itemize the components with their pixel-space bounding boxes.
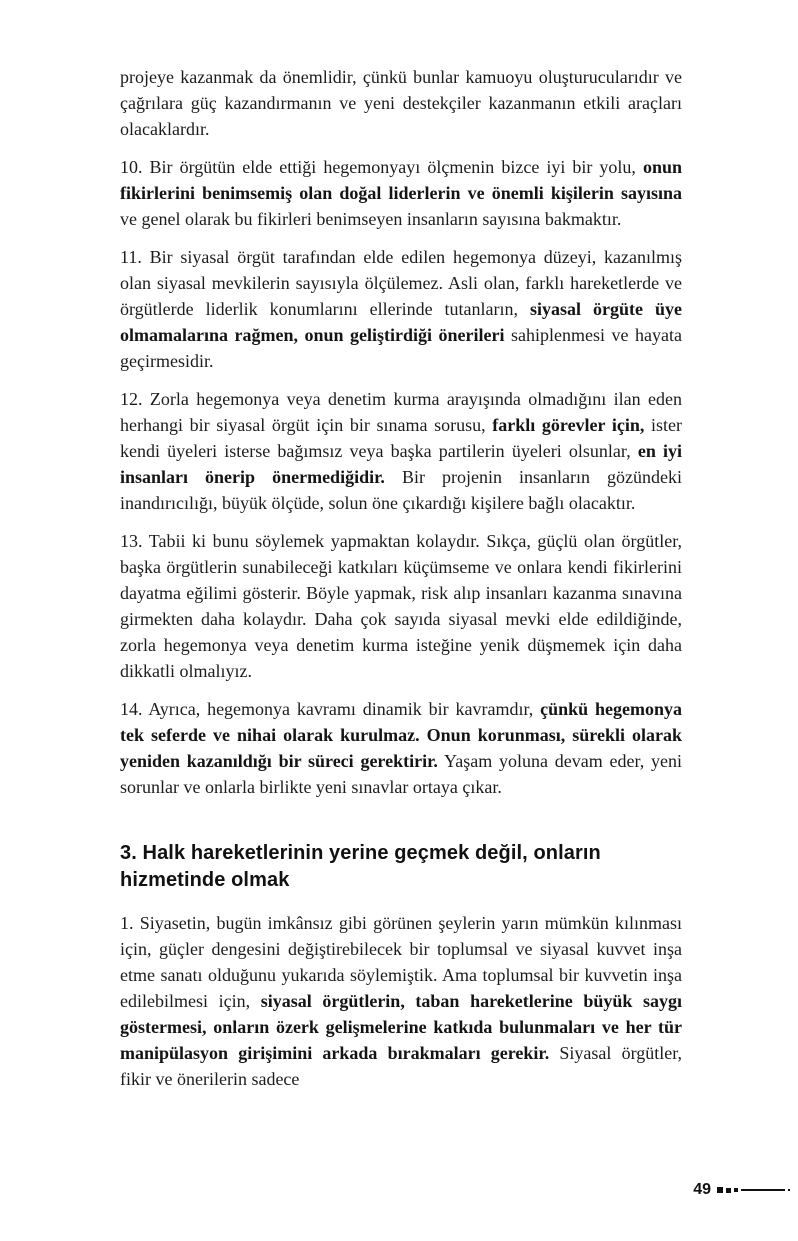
bold-text: onun fikirlerini benimsemiş olan doğal liderlerin ve önemli kişilerin sayısına [120, 157, 682, 203]
page-number: 49 [693, 1181, 711, 1198]
bold-text: çünkü hegemonya tek seferde ve nihai olarak kurulmaz. Onun korunması, sürekli olarak yeniden kazanıldığı bir süreci gerektirir. [120, 699, 682, 771]
bold-text: siyasal örgüte üye olmamalarına rağmen, onun geliştirdiği önerileri [120, 299, 682, 345]
paragraph [120, 696, 682, 800]
body-text: Siyasal örgütler, fikir ve önerilerin sadece [120, 1043, 683, 1089]
square-glyph [734, 1188, 738, 1192]
bold-text: 3. Halk hareketlerinin yerine geçmek değil, onların hizmetinde olmak [120, 842, 601, 891]
body-text: Yaşam yoluna devam eder, yeni sorunlar ve onlarla birlikte yeni sınavlar ortaya çıkar. [120, 751, 682, 797]
body-text: 10. Bir örgütün elde ettiği hegemonyayı ölçmenin bizce iyi bir yolu, [120, 157, 643, 177]
body-text: 14. Ayrıca, hegemonya kavramı dinamik bir kavramdır, [120, 699, 541, 719]
rule-line [741, 1189, 785, 1191]
paragraph [120, 910, 682, 1092]
bold-text: farklı görevler için, [492, 415, 645, 435]
body-text: 12. Zorla hegemonya veya denetim kurma arayışında olmadığını ilan eden herhangi bir siyasal örgüt için bir sınama sorusu, [120, 389, 682, 435]
page-footer [693, 1181, 790, 1199]
bold-text: siyasal örgütlerin, taban hareketlerine büyük saygı göstermesi, onların özerk gelişmelerine katkıda bulunmaları ve her tür manipülasyon girişimini arkada bırakmaları gerekir. [120, 991, 682, 1063]
paragraph [120, 154, 682, 232]
squares-and-rule-icon [717, 1187, 790, 1193]
dot-glyph [788, 1189, 790, 1191]
text-column [120, 64, 682, 1104]
square-glyph [717, 1187, 723, 1193]
bold-text: en iyi insanları önerip önermediğidir. [120, 441, 682, 487]
body-text: 13. Tabii ki bunu söylemek yapmaktan kolaydır. Sıkça, güçlü olan örgütler, başka örgütlerin sunabileceği katkıları küçümseme ve onlara kendi fikirlerini dayatma eğilimi gösterir. Böyle yapmak, risk alıp insanları kazanma sınavına girmekten daha kolaydır. Daha çok sayıda siyasal mevki elde edildiğinde, zorla hegemonya veya denetim kurma isteğine yenik düşmemek için daha dikkatli olmalıyız. [120, 531, 682, 681]
body-text: sahiplenmesi ve hayata geçirmesidir. [120, 325, 682, 371]
paragraph [120, 64, 682, 142]
square-glyph [726, 1188, 731, 1193]
paragraph [120, 528, 682, 684]
body-text: projeye kazanmak da önemlidir, çünkü bunlar kamuoyu oluşturucularıdır ve çağrılara güç kazandırmanın ve yeni destekçiler kazanmanın etkili araçları olacaklardır. [120, 67, 682, 139]
body-text: ister kendi üyeleri isterse bağımsız veya başka partilerin üyeleri olsunlar, [120, 415, 682, 461]
body-text: Bir projenin insanların gözündeki inandırıcılığı, büyük ölçüde, solun öne çıkardığı kişilere bağlı olacaktır. [120, 467, 682, 513]
section-heading [120, 840, 682, 894]
paragraph [120, 386, 682, 516]
body-text: 1. Siyasetin, bugün imkânsız gibi görünen şeylerin yarın mümkün kılınması için, güçler dengesini değiştirebilecek bir toplumsal ve siyasal kuvvet inşa etme sanatı olduğunu yukarıda söylemiştik. Ama toplumsal bir kuvvetin inşa edilebilmesi için, [120, 913, 682, 1011]
body-text: ve genel olarak bu fikirleri benimseyen insanların sayısına bakmaktır. [120, 209, 622, 229]
paragraph [120, 244, 682, 374]
body-text: 11. Bir siyasal örgüt tarafından elde edilen hegemonya düzeyi, kazanılmış olan siyasal mevkilerin sayısıyla ölçülemez. Asli olan, farklı hareketlerde ve örgütlerde liderlik konumlarını ellerinde tutanların, [120, 247, 682, 319]
